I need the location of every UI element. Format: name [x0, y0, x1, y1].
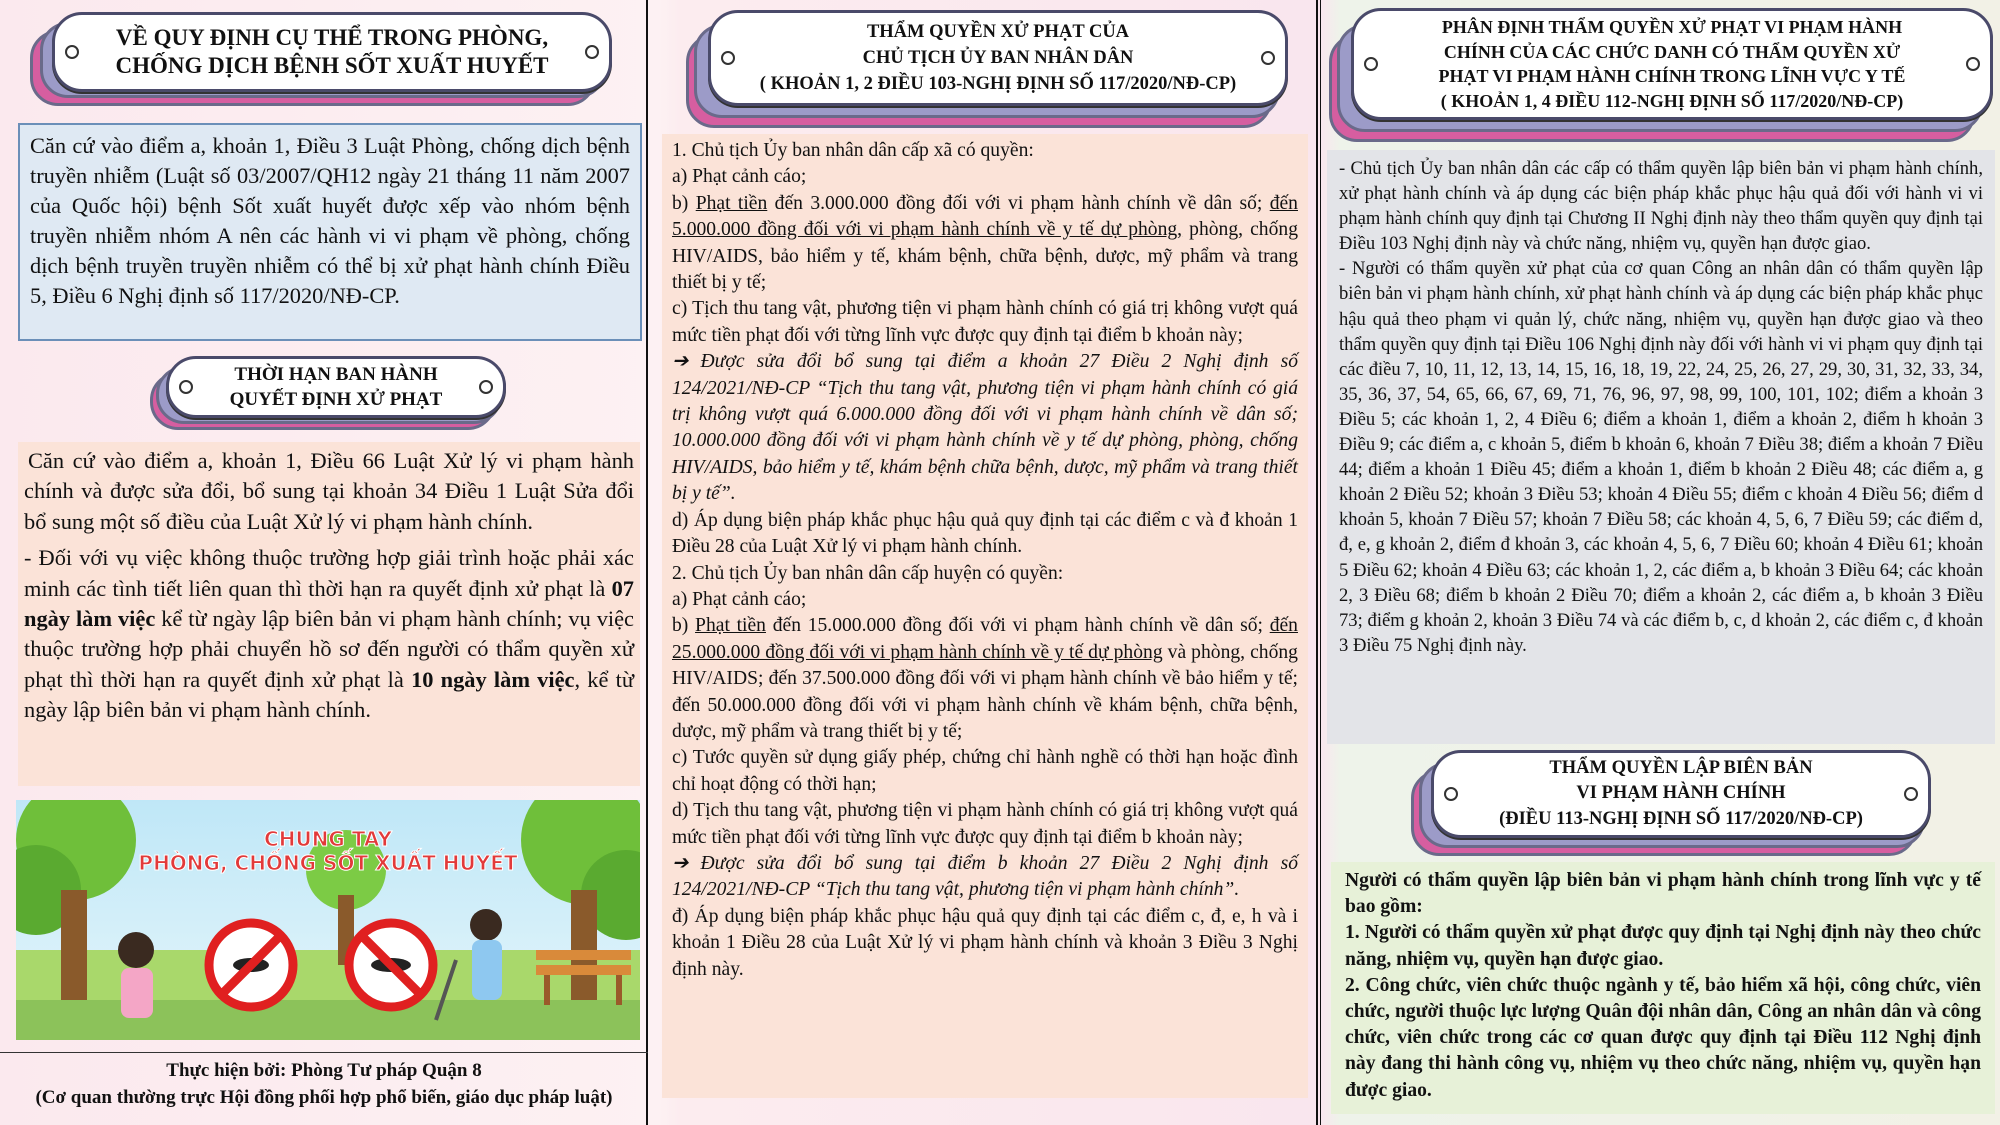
district-d: d) Tịch thu tang vật, phương tiện vi phạm hành chính có giá trị không vượt quá mức tiền phạt đối với từng lĩnh vực được quy định tại điểm b khoản này; — [672, 800, 1298, 848]
commune-b-health: đến 5.000.000 đồng đối với vi phạm hành chính về y tế dự phòng, — [672, 192, 1298, 241]
banner-dot-icon — [179, 380, 193, 394]
district-b-fine: Phạt tiền — [695, 615, 766, 637]
banner-dot-icon — [1904, 787, 1918, 801]
right-title-line-2: CHÍNH CỦA CÁC CHỨC DANH CÓ THẨM QUYỀN XỬ — [1443, 41, 1901, 62]
banner-title-middle — [686, 6, 1290, 126]
fight-dengue-image — [16, 800, 640, 1040]
chairman-authority-box — [662, 134, 1308, 1098]
district-b — [672, 613, 1298, 745]
footer-line-2: (Cơ quan thường trực Hội đồng phối hợp phổ biến, giáo dục pháp luật) — [35, 1087, 613, 1108]
deadline-text-a: - Đối với vụ việc không thuộc trường hợp giải trình hoặc phải xác minh các tình tiết liên quan thì thời hạn ra quyết định xử phạt là — [24, 545, 634, 601]
mid-title-line-3: ( KHOẢN 1, 2 ĐIỀU 103-NGHỊ ĐỊNH SỐ 117/2020/NĐ-CP) — [759, 74, 1237, 94]
banner-title-right — [1329, 4, 1993, 140]
report-title-line-1: THẨM QUYỀN LẬP BIÊN BẢN — [1549, 757, 1813, 778]
banner-dot-icon — [1966, 57, 1980, 71]
banner-dot-icon — [1364, 57, 1378, 71]
district-b-health: đến 25.000.000 đồng đối với vi phạm hành chính về y tế dự phòng — [672, 615, 1298, 663]
poster-slogan-line2: PHÒNG, CHỐNG SỐT XUẤT HUYẾT — [138, 851, 518, 875]
intro-text: Căn cứ vào điểm a, khoản 1, Điều 3 Luật Phòng, chống dịch bệnh truyền nhiễm (Luật số 03/2007/QH12 ngày 21 tháng 11 năm 2007 của Quốc hội) bệnh Sốt xuất huyết được xếp vào nhóm bệnh truyền nhiễm nhóm A nên các hành vi vi phạm về phòng, chống dịch bệnh truyền truyền nhiễm có thể bị xử phạt hành chính Điều 5, Điều 6 Nghị định số 117/2020/NĐ-CP. — [30, 133, 630, 308]
report-title-line-3: (ĐIỀU 113-NGHỊ ĐỊNH SỐ 117/2020/NĐ-CP) — [1499, 808, 1863, 829]
poster-illustration — [16, 800, 640, 1040]
report-para-1: Người có thẩm quyền lập biên bản vi phạm hành chính trong lĩnh vực y tế bao gồm: — [1345, 870, 1981, 918]
division-para-1: - Chủ tịch Ủy ban nhân dân các cấp có thẩm quyền lập biên bản vi phạm hành chính, xử phạt hành chính và áp dụng các biện pháp khắc phục hậu quả đối với hành vi vi phạm hành chính quy định tại Chương II Nghị định này theo thẩm quyền quy định tại Điều 103 Nghị định này và chức năng, nhiệm vụ, quyền hạn được giao. — [1339, 158, 1983, 255]
commune-b — [672, 191, 1298, 297]
poster-slogan-line1: CHUNG TAY — [264, 827, 392, 851]
mid-title-line-1: THẨM QUYỀN XỬ PHẠT CỦA — [866, 22, 1130, 42]
banner-dot-icon — [1261, 51, 1275, 65]
banner-title-left — [30, 8, 614, 106]
report-para-2: 1. Người có thẩm quyền xử phạt được quy định tại Nghị định này theo chức năng, nhiệm vụ, quyền hạn được giao. — [1345, 922, 1981, 970]
commune-c: c) Tịch thu tang vật, phương tiện vi phạm hành chính có giá trị không vượt quá mức tiền phạt đối với từng lĩnh vực được quy định tại điểm b khoản này; — [672, 298, 1298, 346]
deadline-line-1: THỜI HẠN BAN HÀNH — [234, 364, 438, 385]
division-para-2: - Người có thẩm quyền xử phạt của cơ quan Công an nhân dân có thẩm quyền lập biên bản vi phạm hành chính, xử phạt hành chính và áp dụng các biện pháp khắc phục hậu quả theo phạm vi quản lý, chức năng, nhiệm vụ, quyền hạn được giao và theo thẩm quyền quy định tại Điều 106 Nghị định này đối với hành vi vi phạm quy định tại các điều 7, 10, 11, 12, 13, 14, 15, 16, 18, 19, 22, 24, 25, 26, 27, 29, 30, 31, 32, 33, 34, 35, 36, 37, 54, 65, 66, 67, 69, 71, 76, 96, 97, 98, 99, 100, 101, 102; điểm a khoản 3 Điều 5; các khoản 1, 2, 4 Điều 6; điểm a khoản 1, điểm a khoản 2, điểm h khoản 3 Điều 9; các điểm a, c khoản 5, điểm b khoản 6, khoản 7 Điều 38; điểm a khoản 7 Điều 44; điểm a khoản 1 Điều 45; điểm a khoản 1, điểm b khoản 2 Điều 48; các điểm a, g khoản 2 Điều 52; khoản 3 Điều 53; khoản 4 Điều 55; điểm c khoản 4 Điều 56; điểm d khoản 5, khoản 7 Điều 57; khoản 7 Điều 58; các khoản 4, 5, 6, 7 Điều 59; các điểm d, đ, e, g khoản 2, điểm đ khoản 3, các khoản 4, 5, 6, 7 Điều 60; khoản 4 Điều 61; khoản 5 Điều 62; khoản 4 Điều 63; các khoản 1, 2, các điểm a, b khoản 3 Điều 64; các khoản 2, 3 Điều 68; điểm b khoản 2 Điều 70; điểm a khoản 2, các điểm a, b khoản 3 Điều 73; điểm g khoản 2, khoản 3 Điều 74 và các điểm b, c, d khoản 2, các điểm c, đ khoản 3 Điều 75 Nghị định này. — [1339, 258, 1983, 656]
footer-line-1: Thực hiện bởi: Phòng Tư pháp Quận 8 — [166, 1060, 482, 1081]
district-c: c) Tước quyền sử dụng giấy phép, chứng chỉ hành nghề có thời hạn hoặc đình chỉ hoạt động có thời hạn; — [672, 747, 1298, 795]
column-middle — [650, 0, 1318, 1125]
column-left — [0, 0, 648, 1125]
deadline-para-2 — [24, 543, 634, 725]
report-authority-box — [1331, 862, 1995, 1114]
right-title-line-1: PHÂN ĐỊNH THẨM QUYỀN XỬ PHẠT VI PHẠM HÀNH — [1441, 17, 1903, 37]
no-mosquito-icon — [349, 923, 433, 1007]
intro-box — [18, 123, 642, 341]
commune-b-mid: đến 3.000.000 đồng đối với vi phạm hành chính về dân số; — [767, 192, 1270, 214]
district-heading: 2. Chủ tịch Ủy ban nhân dân cấp huyện có quyền: — [672, 562, 1064, 584]
commune-d: d) Áp dụng biện pháp khắc phục hậu quả quy định tại các điểm c và đ khoản 1 Điều 28 của Luật Xử lý vi phạm hành chính. — [672, 509, 1298, 558]
no-mosquito-icon — [209, 923, 293, 1007]
deadline-7-days: 07 ngày làm việc — [24, 575, 634, 632]
district-b-mid: đến 15.000.000 đồng đối với vi phạm hành chính về dân số; — [765, 615, 1270, 637]
commune-b-post: phòng, chống HIV/AIDS, bảo hiểm y tế, khám bệnh, chữa bệnh, dược, mỹ phẩm và trang thiết bị y tế; — [672, 219, 1298, 294]
mid-title-line-2: CHỦ TỊCH ỦY BAN NHÂN DÂN — [862, 48, 1134, 68]
deadline-10-days: 10 ngày làm việc — [411, 666, 575, 692]
report-title-line-2: VI PHẠM HÀNH CHÍNH — [1576, 783, 1786, 804]
deadline-text-e: , kể từ ngày lập biên bản vi phạm hành chính. — [24, 666, 634, 723]
banner-dot-icon — [585, 45, 599, 59]
deadline-line-2: QUYẾT ĐỊNH XỬ PHẠT — [229, 389, 443, 410]
right-title-line-4: ( KHOẢN 1, 4 ĐIỀU 112-NGHỊ ĐỊNH SỐ 117/2020/NĐ-CP) — [1440, 90, 1904, 111]
banner-dot-icon — [479, 380, 493, 394]
banner-dot-icon — [1444, 787, 1458, 801]
banner-deadline — [150, 354, 506, 426]
report-para-3: 2. Công chức, viên chức thuộc ngành y tế, bảo hiểm xã hội, công chức, viên chức, người thuộc lực lượng Quân đội nhân dân, Công an nhân dân và công chức, viên chức trong các cơ quan được quy định tại Điều 112 Nghị định này đang thi hành công vụ, nhiệm vụ theo chức năng, nhiệm vụ, quyền hạn được giao. — [1345, 974, 1981, 1101]
right-title-line-3: PHẠT VI PHẠM HÀNH CHÍNH TRONG LĨNH VỰC Y TẾ — [1438, 66, 1906, 86]
district-dd: đ) Áp dụng biện pháp khắc phục hậu quả quy định tại các điểm c, đ, e, h và i khoản 1 Điều 28 của Luật Xử lý vi phạm hành chính và khoản 3 Điều 3 Nghị định này. — [672, 905, 1298, 980]
commune-b-prefix: b) — [672, 192, 696, 214]
banner-dot-icon — [721, 51, 735, 65]
commune-a: a) Phạt cảnh cáo; — [672, 166, 807, 188]
deadline-text-c: kể từ ngày lập biên bản vi phạm hành chính; vụ việc thuộc trường hợp phải chuyển hồ sơ đến người có thẩm quyền xử phạt thì thời hạn ra quyết định xử phạt là — [24, 606, 634, 692]
district-a: a) Phạt cảnh cáo; — [672, 588, 807, 610]
district-b-post: và phòng, chống HIV/AIDS; đến 37.500.000 đồng đối với vi phạm hành chính về bảo hiểm y tế; đến 50.000.000 đồng đối với vi phạm hành chính về khám bệnh, chữa bệnh, dược, mỹ phẩm và trang thiết bị y tế; — [672, 641, 1298, 742]
authority-division-box — [1327, 150, 1995, 744]
title-line-1: VỀ QUY ĐỊNH CỤ THỂ TRONG PHÒNG, — [115, 25, 549, 50]
district-amendment: ➔ Được sửa đổi bổ sung tại điểm b khoản 27 Điều 2 Nghị định số 124/2021/NĐ-CP “Tịch thu tang vật, phương tiện vi phạm hành chính”. — [672, 852, 1298, 901]
deadline-para-1: Căn cứ vào điểm a, khoản 1, Điều 66 Luật Xử lý vi phạm hành chính và được sửa đổi, bổ sung tại khoản 34 Điều 1 Luật Sửa đổi bổ sung một số điều của Luật Xử lý vi phạm hành chính. — [24, 448, 634, 534]
footer-credit — [0, 1052, 648, 1111]
banner-dot-icon — [65, 45, 79, 59]
commune-heading: 1. Chủ tịch Ủy ban nhân dân cấp xã có quyền: — [672, 140, 1034, 161]
district-b-prefix: b) — [672, 615, 696, 637]
column-right — [1320, 0, 2000, 1125]
commune-amendment: ➔ Được sửa đổi bổ sung tại điểm a khoản 27 Điều 2 Nghị định số 124/2021/NĐ-CP “Tịch thu tang vật, phương tiện vi phạm hành chính có giá trị không vượt quá 6.000.000 đồng đối với vi phạm hành chính về dân số; 10.000.000 đồng đối với vi phạm hành chính về y tế dự phòng, phòng, chống HIV/AIDS, bảo hiểm y tế, khám bệnh chữa bệnh, dược, mỹ phẩm và trang thiết bị y tế”. — [672, 351, 1298, 505]
deadline-box — [18, 442, 640, 786]
commune-b-fine: Phạt tiền — [695, 192, 768, 214]
banner-report-authority — [1411, 746, 1931, 856]
title-line-2: CHỐNG DỊCH BỆNH SỐT XUẤT HUYẾT — [115, 53, 549, 78]
